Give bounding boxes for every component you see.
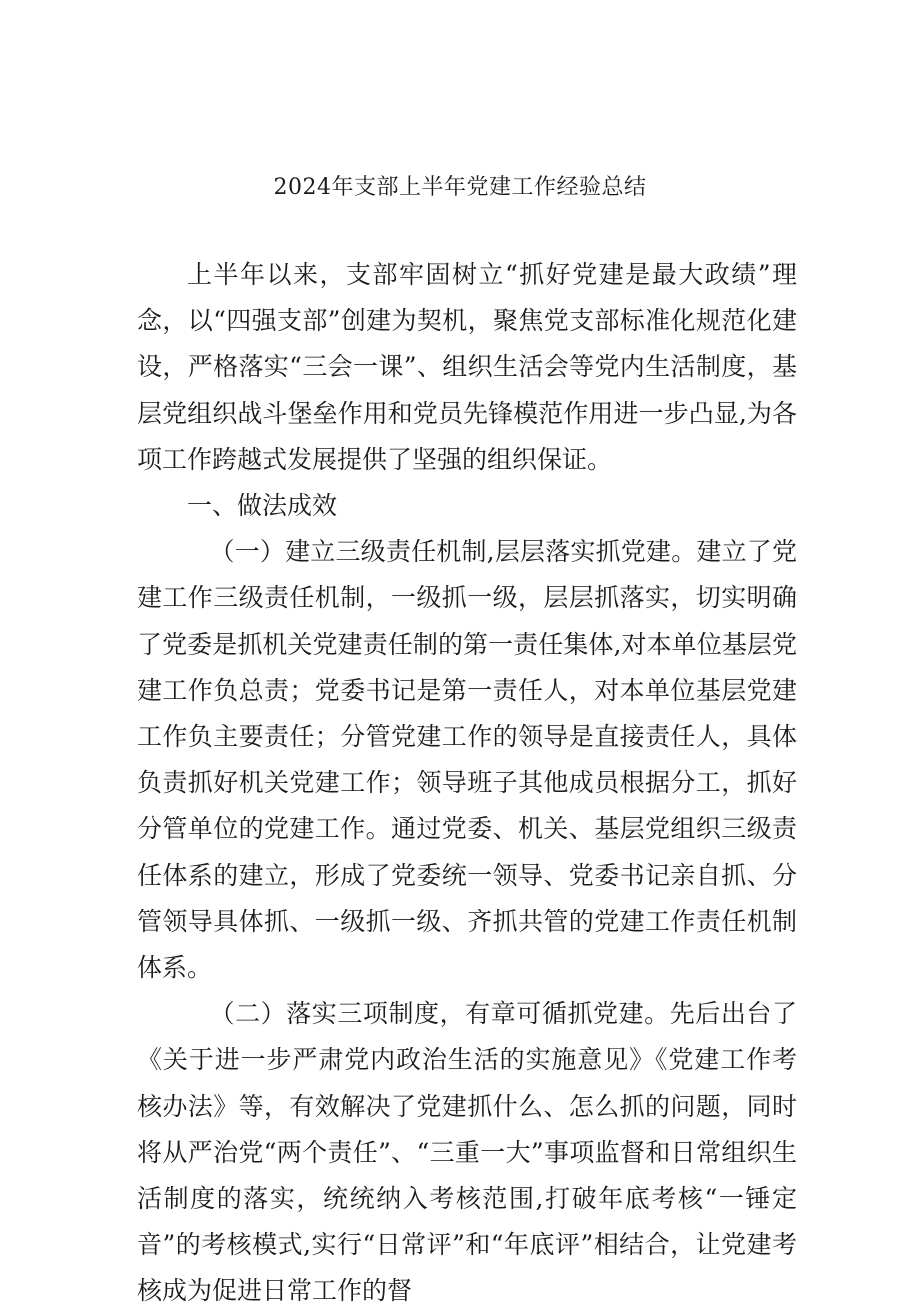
intro-paragraph: 上半年以来，支部牢固树立“抓好党建是最大政绩”理念，以“四强支部”创建为契机，聚焦党支部标准化规范化建设，严格落实“三会一课”、组织生活会等党内生活制度，基层党组织战斗堡垒作用和党员先锋模范作用进一步凸显,为各项工作跨越式发展提供了坚强的组织保证。 xyxy=(137,260,797,474)
document-body xyxy=(137,252,797,1315)
item-1-paragraph: （一）建立三级责任机制,层层落实抓党建。建立了党建工作三级责任机制，一级抓一级，层层抓落实，切实明确了党委是抓机关党建责任制的第一责任集体,对本单位基层党建工作负总责；党委书记是第一责任人，对本单位基层党建工作负主要责任；分管党建工作的领导是直接责任人，具体负责抓好机关党建工作；领导班子其他成员根据分工，抓好分管单位的党建工作。通过党委、机关、基层党组织三级责任体系的建立，形成了党委统一领导、党委书记亲自抓、分管领导具体抓、一级抓一级、齐抓共管的党建工作责任机制体系。 xyxy=(137,537,797,983)
document-title: 2024年支部上半年党建工作经验总结 xyxy=(273,175,647,200)
section-heading: 一、做法成效 xyxy=(187,491,338,521)
item-2-paragraph: （二）落实三项制度，有章可循抓党建。先后出台了《关于进一步严肃党内政治生活的实施意见》《党建工作考核办法》等，有效解决了党建抓什么、怎么抓的问题，同时将从严治党“两个责任”、“三重一大”事项监督和日常组织生活制度的落实，统统纳入考核范围,打破年底考核“一锤定音”的考核模式,实行“日常评”和“年底评”相结合，让党建考核成为促进日常工作的督 xyxy=(137,999,797,1306)
